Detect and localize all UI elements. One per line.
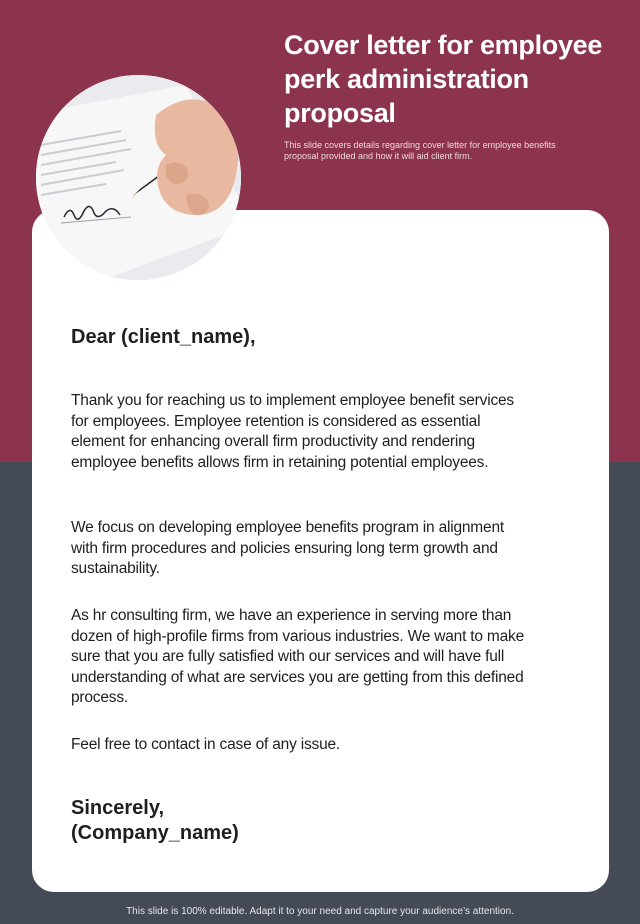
page-subtitle: This slide covers details regarding cover letter for employee benefits proposal provided and how it will aid client firm. xyxy=(284,140,556,161)
footer-note: This slide is 100% editable. Adapt it to your need and capture your audience’s attention. xyxy=(126,906,514,917)
closing-company-name: (Company_name) xyxy=(71,822,239,844)
letter-paragraph-3: As hr consulting firm, we have an experience in serving more than dozen of high-profile firms from various industries. We want to make sure that you are fully satisfied with our services and will have full understanding of what are services you are getting from this defined process. xyxy=(71,607,525,706)
signing-photo xyxy=(36,75,241,280)
letter-paragraph-4: Feel free to contact in case of any issue. xyxy=(71,736,341,753)
letter-paragraph-2: We focus on developing employee benefits program in alignment with firm procedures and policies ensuring long term growth and sustainability. xyxy=(71,519,504,577)
letter-salutation: Dear (client_name), xyxy=(71,326,256,348)
page-title: Cover letter for employee perk administration proposal xyxy=(284,30,603,128)
hand-signing-icon xyxy=(36,75,241,280)
letter-closing xyxy=(71,796,521,846)
closing-sincerely: Sincerely, xyxy=(71,797,165,819)
letter-paragraph-1: Thank you for reaching us to implement employee benefit services for employees. Employee retention is considered as essential element for enhancing overall firm productivity and rendering employee benefits allows firm in retaining potential employees. xyxy=(71,392,514,471)
